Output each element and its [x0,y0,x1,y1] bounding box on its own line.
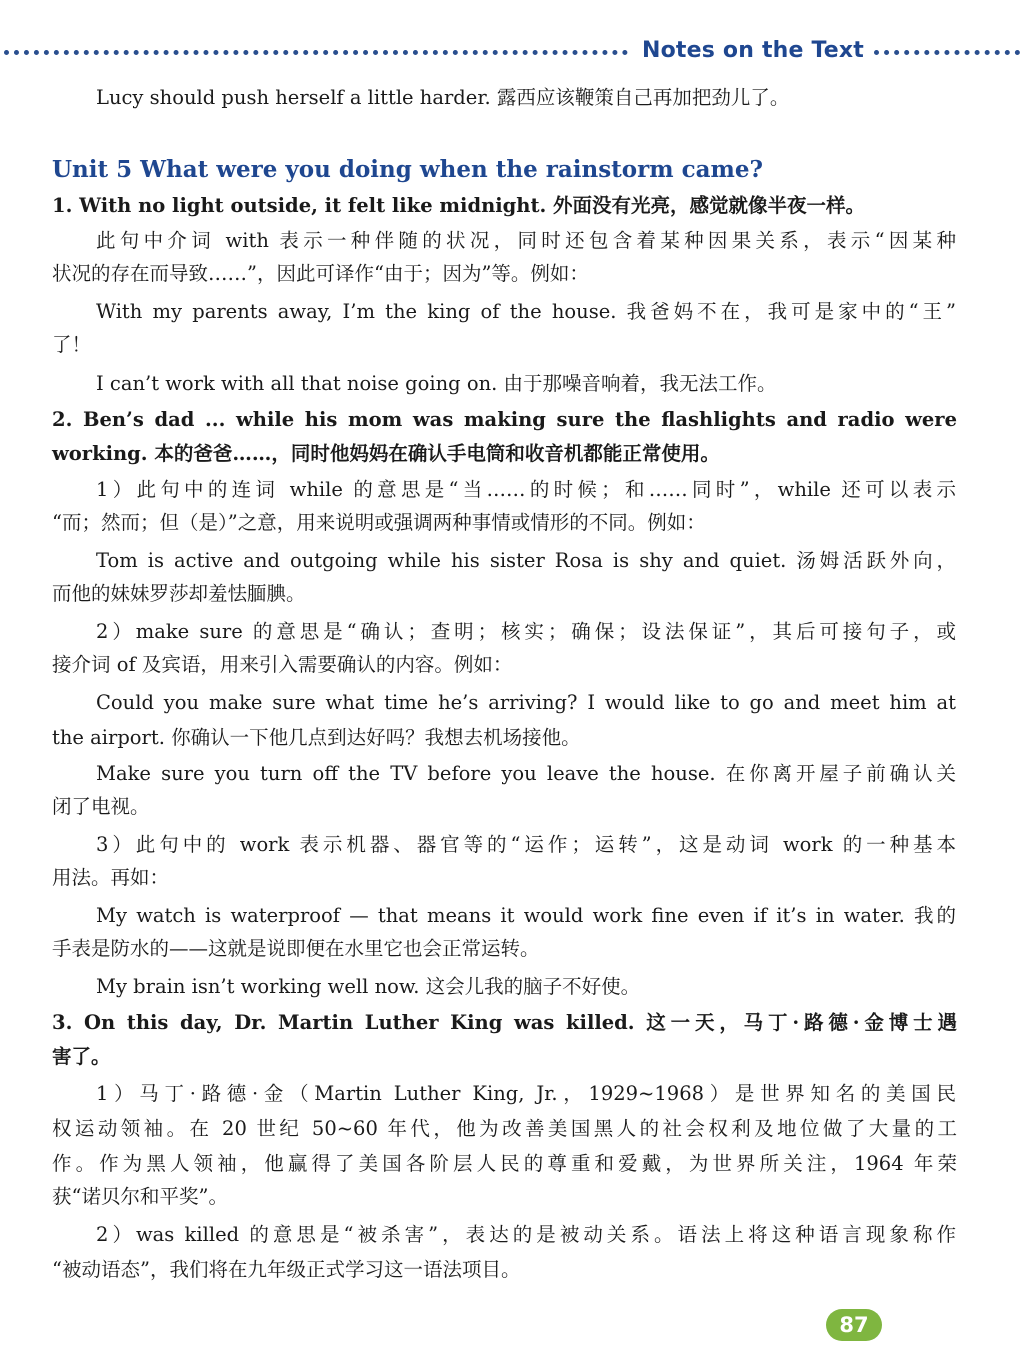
example-line: the airport. 你确认一下他几点到达好吗？我想去机场接他。 [52,726,581,749]
paragraph-line: “而；然而；但（是）”之意，用来说明或强调两种事情或情形的不同。例如： [52,511,706,534]
example-line: 手表是防水的——这就是说即便在水里它也会正常运转。 [52,937,540,960]
example-line: I can’t work with all that noise going on. 由于那噪音响着，我无法工作。 [96,372,777,395]
note-heading-2: 2. Ben’s dad ... while his mom was making sure the flashlights and radio were [52,408,957,431]
paragraph-line: 此句中介词 with 表示一种伴随的状况，同时还包含着某种因果关系，表示“因某种 [96,229,956,252]
example-line: 而他的妹妹罗莎却羞怯腼腆。 [52,582,306,605]
paragraph-line: 1）此句中的连词 while 的意思是“当……的时候；和……同时”，while 还可以表示 [96,478,956,501]
header-dotted-rule-right [874,50,1020,55]
note-heading-1: 1. With no light outside, it felt like midnight. 外面没有光亮，感觉就像半夜一样。 [52,194,866,217]
note-heading-3-cont: 害了。 [52,1045,111,1068]
header-dotted-rule-left [4,50,628,55]
paragraph-line: 权运动领袖。在 20 世纪 50~60 年代，他为改善美国黑人的社会权利及地位做了大量的工 [52,1117,957,1140]
header-title: Notes on the Text [642,38,865,63]
example-line: Lucy should push herself a little harder. 露西应该鞭策自己再加把劲儿了。 [96,86,790,109]
paragraph-line: “被动语态”，我们将在九年级正式学习这一语法项目。 [52,1258,521,1281]
paragraph-line: 作。作为黑人领袖，他赢得了美国各阶层人民的尊重和爱戴，为世界所关注，1964 年荣 [52,1152,957,1175]
paragraph-line: 状况的存在而导致……”，因此可译作“由于；因为”等。例如： [52,262,589,285]
example-line: Tom is active and outgoing while his sister Rosa is shy and quiet. 汤姆活跃外向， [96,549,956,572]
example-line: 了！ [52,333,92,356]
paragraph-line: 3）此句中的 work 表示机器、器官等的“运作；运转”，这是动词 work 的一种基本 [96,833,956,856]
page-number-badge: 87 [826,1309,882,1341]
paragraph-line: 2）was killed 的意思是“被杀害”，表达的是被动关系。语法上将这种语言现象称作 [96,1223,956,1246]
note-heading-2-cont: working. 本的爸爸……，同时他妈妈在确认手电筒和收音机都能正常使用。 [52,442,720,465]
example-line: My watch is waterproof — that means it would work fine even if it’s in water. 我的 [96,904,956,927]
example-line: Make sure you turn off the TV before you leave the house. 在你离开屋子前确认关 [96,762,956,785]
paragraph-line: 接介词 of 及宾语，用来引入需要确认的内容。例如： [52,653,513,676]
paragraph-line: 2）make sure 的意思是“确认；查明；核实；确保；设法保证”，其后可接句子，或 [96,620,956,643]
example-line: 闭了电视。 [52,795,150,818]
running-header [0,38,1024,68]
note-heading-3: 3. On this day, Dr. Martin Luther King was killed. 这一天，马丁·路德·金博士遇 [52,1011,957,1034]
example-line: With my parents away, I’m the king of the house. 我爸妈不在，我可是家中的“王” [96,300,956,323]
paragraph-line: 1）马丁·路德·金（Martin Luther King, Jr.，1929~1968）是世界知名的美国民 [96,1082,956,1105]
example-line: Could you make sure what time he’s arriving? I would like to go and meet him at [96,691,956,714]
unit-heading: Unit 5 What were you doing when the rainstorm came? [52,156,763,183]
paragraph-line: 获“诺贝尔和平奖”。 [52,1185,228,1208]
example-line: My brain isn’t working well now. 这会儿我的脑子不好使。 [96,975,641,998]
paragraph-line: 用法。再如： [52,866,170,889]
